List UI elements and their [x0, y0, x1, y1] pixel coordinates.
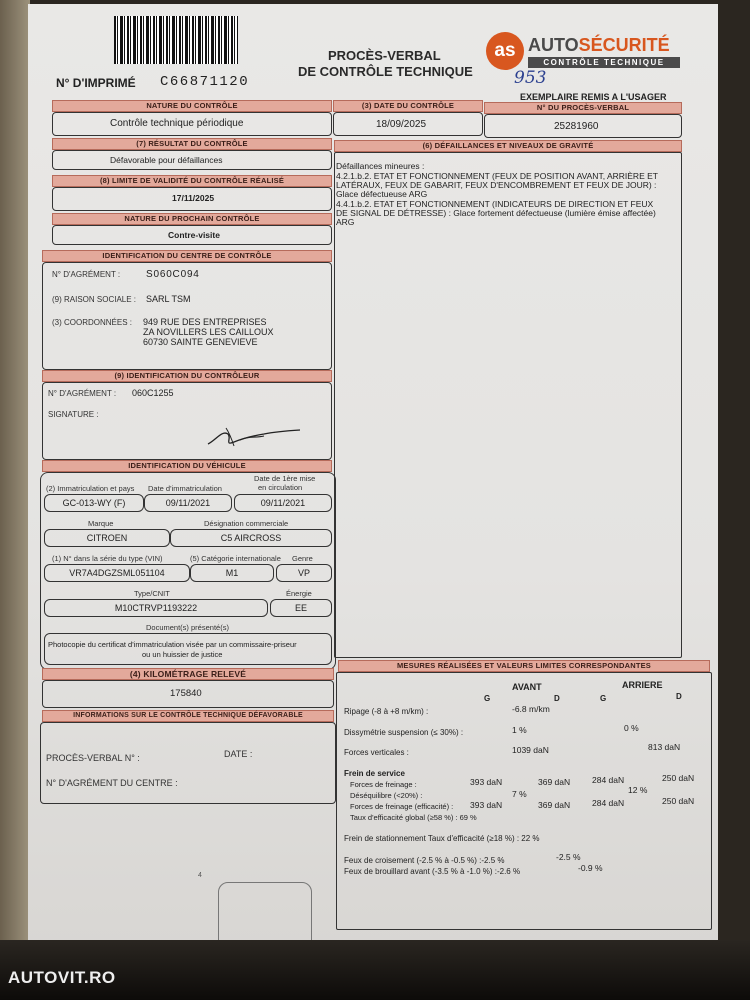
energie-value: EE — [270, 599, 332, 617]
documents-value-line-1: Photocopie du certificat d'immatriculation visée par un commissaire-priseur — [48, 640, 297, 649]
dissymetrie-label: Dissymétrie suspension (≤ 30%) : — [344, 728, 464, 737]
date-first-label-1: Date de 1ère mise — [254, 474, 316, 483]
arriere-label: ARRIERE — [622, 680, 663, 690]
documents-label: Document(s) présenté(s) — [146, 623, 229, 632]
next-control-value: Contre-visite — [168, 230, 220, 240]
feux-brouillard-d: -0.9 % — [578, 863, 603, 873]
marque-value: CITROEN — [44, 529, 170, 547]
date-first-value: 09/11/2021 — [234, 494, 332, 512]
forces-freinage-ar-d: 250 daN — [662, 773, 695, 783]
forces-freinage-av-d: 369 daN — [538, 777, 571, 787]
defect-line: LATÉRAUX, FEUX DE GABARIT, FEUX D'ENCOMBREMENT ET FEUX DE JOUR) : — [336, 180, 657, 190]
signature-scribble — [204, 422, 304, 452]
signature-label: SIGNATURE : — [48, 410, 99, 419]
forces-freinage-label: Forces de freinage : — [350, 780, 417, 789]
designation-label: Désignation commerciale — [204, 519, 289, 528]
defect-line: Défaillances mineures : — [336, 161, 425, 171]
unfavorable-info-header: INFORMATIONS SUR LE CONTRÔLE TECHNIQUE DÉFAVORABLE — [42, 710, 334, 722]
defect-line: ARG — [336, 217, 355, 227]
genre-value: VP — [276, 564, 332, 582]
feux-croisement: Feux de croisement (-2.5 % à -0.5 %) :-2.5 % — [344, 856, 505, 865]
printed-number-label: N° D'IMPRIMÉ — [56, 76, 136, 90]
frein-service-label: Frein de service — [344, 769, 405, 778]
efficacite-av-d: 369 daN — [538, 800, 571, 810]
unfavorable-agrement-label: N° D'AGRÉMENT DU CENTRE : — [46, 778, 178, 788]
forces-freinage-efficacite-label: Forces de freinage (efficacité) : — [350, 802, 454, 811]
validity-value: 17/11/2025 — [172, 193, 215, 203]
efficacite-av-g: 393 daN — [470, 800, 503, 810]
title-line-2: DE CONTRÔLE TECHNIQUE — [298, 64, 473, 79]
pv-value: 25281960 — [554, 121, 599, 132]
frein-stationnement: Frein de stationnement Taux d'efficacité (≥18 %) : 22 % — [344, 834, 540, 843]
brand-name-auto: AUTO — [528, 35, 579, 55]
immat-label: (2) Immatriculation et pays — [46, 484, 135, 493]
centre-coord-line-3: 60730 SAINTE GENEVIEVE — [143, 337, 258, 347]
desequilibre-label: Déséquilibre (<20%) : — [350, 791, 423, 800]
centre-coord-label: (3) COORDONNÉES : — [52, 318, 133, 327]
date-immat-value: 09/11/2021 — [144, 494, 232, 512]
vin-label: (1) N° dans la série du type (VIN) — [52, 554, 163, 563]
result-value: Défavorable pour défaillances — [110, 155, 223, 165]
copy-label: EXEMPLAIRE REMIS A L'USAGER — [520, 92, 667, 102]
dissymetrie-avant: 1 % — [512, 725, 527, 735]
taux-efficacite-global: Taux d'efficacité global (≥58 %) : 69 % — [350, 813, 477, 822]
autosecurite-logo-badge: as — [486, 32, 524, 70]
efficacite-ar-g: 284 daN — [592, 798, 625, 808]
forces-verticales-avant: 1039 daN — [512, 745, 549, 755]
immat-value: GC-013-WY (F) — [44, 494, 144, 512]
documents-box — [44, 633, 332, 665]
controleur-agrement-value: 060C1255 — [132, 388, 174, 398]
arriere-g-label: G — [600, 694, 607, 703]
forces-freinage-ar-g: 284 daN — [592, 775, 625, 785]
defects-header: (6) DÉFAILLANCES ET NIVEAUX DE GRAVITÉ — [334, 140, 682, 152]
defect-line: 4.2.1.b.2. ETAT ET FONCTIONNEMENT (FEUX DE POSITION AVANT, ARRIÈRE ET — [336, 171, 658, 181]
unfavorable-pv-label: PROCÈS-VERBAL N° : — [46, 753, 140, 763]
date-header: (3) DATE DU CONTRÔLE — [333, 100, 483, 112]
avant-d-label: D — [554, 694, 560, 703]
avant-g-label: G — [484, 694, 491, 703]
centre-agrement-label: N° D'AGRÉMENT : — [52, 270, 121, 279]
nature-value: Contrôle technique périodique — [110, 118, 244, 129]
barcode — [114, 16, 238, 64]
autovit-watermark: AUTOVIT.RO — [8, 968, 116, 987]
brand-name-securite: SÉCURITÉ — [578, 35, 670, 55]
centre-agrement-value: S060C094 — [146, 269, 200, 280]
title-line-1: PROCÈS-VERBAL — [328, 48, 441, 63]
validity-header: (8) LIMITE DE VALIDITÉ DU CONTRÔLE RÉALISÉ — [52, 175, 332, 187]
centre-raison-value: SARL TSM — [146, 294, 191, 304]
centre-raison-label: (9) RAISON SOCIALE : — [52, 295, 137, 304]
feux-croisement-d: -2.5 % — [556, 852, 581, 862]
energie-label: Énergie — [286, 589, 312, 598]
result-header: (7) RÉSULTAT DU CONTRÔLE — [52, 138, 332, 150]
categorie-value: M1 — [190, 564, 274, 582]
arriere-d-label: D — [676, 692, 682, 701]
page-mark: 4 — [198, 872, 202, 879]
defects-box — [334, 152, 682, 658]
measures-header: MESURES RÉALISÉES ET VALEURS LIMITES CORRESPONDANTES — [338, 660, 710, 672]
nature-header: NATURE DU CONTRÔLE — [52, 100, 332, 112]
date-immat-label: Date d'immatriculation — [148, 484, 222, 493]
controleur-agrement-label: N° D'AGRÉMENT : — [48, 389, 117, 398]
vin-value: VR7A4DGZSML051104 — [44, 564, 190, 582]
ripage-label: Ripage (-8 à +8 m/km) : — [344, 707, 429, 716]
centre-coord-line-1: 949 RUE DES ENTREPRISES — [143, 317, 267, 327]
marque-label: Marque — [88, 519, 114, 528]
efficacite-ar-d: 250 daN — [662, 796, 695, 806]
vehicle-header: IDENTIFICATION DU VÉHICULE — [42, 460, 332, 472]
genre-label: Genre — [292, 554, 313, 563]
designation-value: C5 AIRCROSS — [170, 529, 332, 547]
printed-number: C66871120 — [160, 74, 250, 90]
forces-verticales-arriere: 813 daN — [648, 742, 681, 752]
forces-verticales-label: Forces verticales : — [344, 748, 409, 757]
next-control-header: NATURE DU PROCHAIN CONTRÔLE — [52, 213, 332, 225]
categorie-label: (5) Catégorie internationale — [190, 554, 281, 563]
defect-line: Glace défectueuse ARG — [336, 189, 428, 199]
dissymetrie-arriere: 0 % — [624, 723, 639, 733]
date-value: 18/09/2025 — [376, 119, 427, 130]
defect-line: 4.4.1.b.2. ETAT ET FONCTIONNEMENT (INDICATEURS DE DIRECTION ET FEUX — [336, 199, 654, 209]
type-value: M10CTRVP1193222 — [44, 599, 268, 617]
brand-name — [528, 35, 670, 56]
controleur-header: (9) IDENTIFICATION DU CONTRÔLEUR — [42, 370, 332, 382]
km-header: (4) KILOMÉTRAGE RELEVÉ — [42, 668, 334, 680]
avant-label: AVANT — [512, 682, 542, 692]
date-first-label-2: en circulation — [258, 483, 303, 492]
brand-subtitle: CONTRÔLE TECHNIQUE — [528, 57, 680, 68]
type-label: Type/CNIT — [134, 589, 170, 598]
ripage-value: -6.8 m/km — [512, 704, 550, 714]
pv-header: N° DU PROCÈS-VERBAL — [484, 102, 682, 114]
handwritten-number: 953 — [514, 68, 547, 88]
inspection-report-paper — [28, 4, 718, 952]
km-value: 175840 — [170, 688, 202, 699]
unfavorable-date-label: DATE : — [224, 749, 253, 759]
documents-value-line-2: ou un huissier de justice — [142, 650, 223, 659]
centre-coord-line-2: ZA NOVILLERS LES CAILLOUX — [143, 327, 274, 337]
feux-brouillard: Feux de brouillard avant (-3.5 % à -1.0 %) :-2.6 % — [344, 867, 521, 876]
desequilibre-arriere: 12 % — [628, 785, 648, 795]
defect-line: DE SIGNAL DE DÉTRESSE) : Glace fortement défectueuse (lumière émise affectée) — [336, 208, 656, 218]
unfavorable-info-box — [40, 722, 336, 804]
desequilibre-avant: 7 % — [512, 789, 527, 799]
background-left-edge — [0, 0, 30, 1000]
forces-freinage-av-g: 393 daN — [470, 777, 503, 787]
centre-header: IDENTIFICATION DU CENTRE DE CONTRÔLE — [42, 250, 332, 262]
